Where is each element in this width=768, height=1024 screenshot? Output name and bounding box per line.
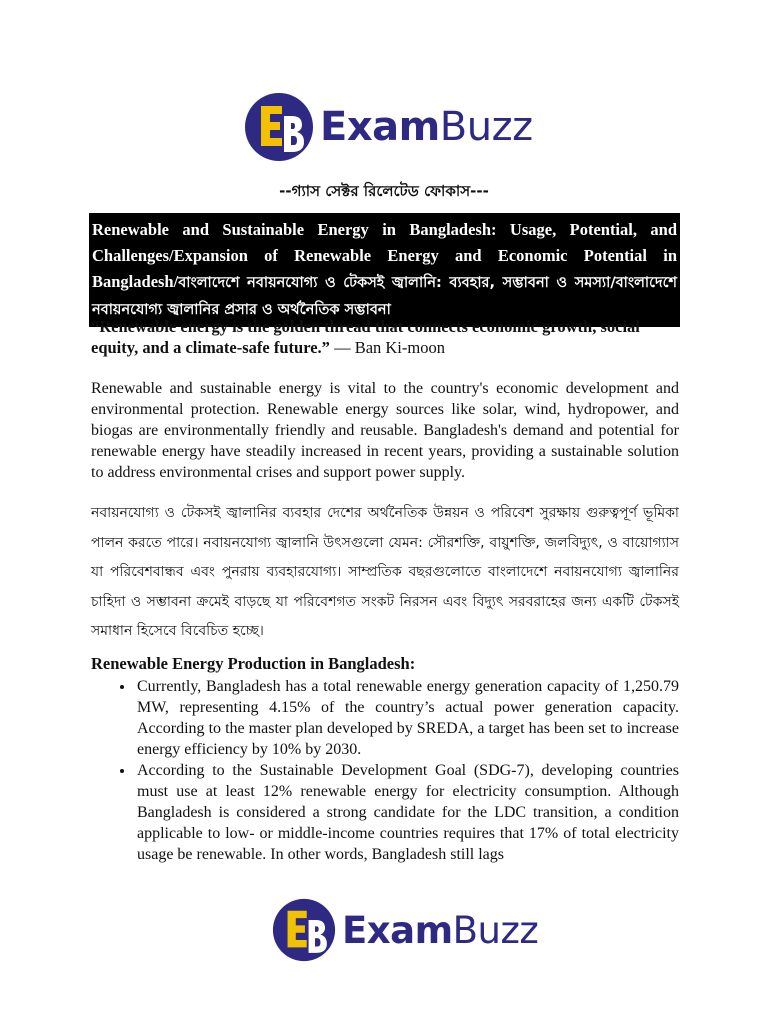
list-item: • According to the Sustainable Development Goal (SDG-7), developing countries must use at least 12% renewable energy for electricity consumption. Although Bangladesh is considered a strong candidate for the LDC transition, a condition applicable to low- or middle-income countries requires that 17% of total electricity usage be renewable. In other words, Bangladesh still lags xyxy=(135,760,679,865)
exambuzz-logo-icon xyxy=(272,898,336,962)
brand-wordmark xyxy=(342,908,539,952)
exambuzz-logo-icon xyxy=(244,92,314,162)
intro-paragraph-english: Renewable and sustainable energy is vital to the country's economic development and environmental protection. Renewable energy sources like solar, wind, hydropower, and biogas are environmentally friendly and reusable. Bangladesh's demand and potential for renewable energy have steadily increased in recent years, providing a sustainable solution to address environmental crises and support power supply. xyxy=(91,380,679,481)
title-text xyxy=(92,217,677,323)
brand-logo-bottom xyxy=(272,898,538,962)
quote-author: — Ban Ki-moon xyxy=(329,338,445,357)
article-body xyxy=(91,316,679,865)
title-box xyxy=(89,213,680,327)
list-item: • Currently, Bangladesh has a total renewable energy generation capacity of 1,250.79 MW, representing 4.15% of the country’s actual power generation capacity. According to the master plan developed by SREDA, a target has been set to increase energy efficiency by 10% by 2030. xyxy=(135,676,679,760)
intro-paragraph-bangla: নবায়নযোগ্য ও টেকসই জ্বালানির ব্যবহার দেশের অর্থনৈতিক উন্নয়ন ও পরিবেশ সুরক্ষায় গুরুত্বপূর্ণ ভূমিকা পালন করতে পারে। নবায়নযোগ্য জ্বালানি উৎসগুলো যেমন: সৌরশক্তি, বায়ুশক্তি, জলবিদ্যুৎ, ও বায়োগ্যাস যা পরিবেশবান্ধব এবং পুনরায় ব্যবহারযোগ্য। সাম্প্রতিক বছরগুলোতে বাংলাদেশে নবায়নযোগ্য জ্বালানির চাহিদা ও সম্ভাবনা ক্রমেই বাড়ছে যা পরিবেশগত সংকট নিরসন এবং বিদ্যুৎ সরবরাহের জন্য একটি টেকসই সমাধান হিসেবে বিবেচিত হচ্ছে। xyxy=(91,505,679,639)
brand-word-buzz: Buzz xyxy=(452,908,539,952)
brand-word-exam: Exam xyxy=(320,104,440,150)
brand-word-buzz: Buzz xyxy=(439,104,533,150)
quote-text: “Renewable energy is the golden thread that connects economic growth, social equity, and a climate-safe future.” xyxy=(91,317,640,357)
brand-wordmark xyxy=(320,104,533,150)
bullet-list xyxy=(91,676,679,865)
brand-word-exam: Exam xyxy=(342,908,453,952)
title-bangla: বাংলাদেশে নবায়নযোগ্য ও টেকসই জ্বালানি: ব্যবহার, সম্ভাবনা ও সমস্যা/বাংলাদেশে নবায়নযোগ্য জ্বালানির প্রসার ও অর্থনৈতিক সম্ভাবনা xyxy=(92,275,677,318)
quote xyxy=(91,316,679,358)
focus-line: --গ্যাস সেক্টর রিলেটেড ফোকাস--- xyxy=(279,182,489,200)
brand-logo-top xyxy=(244,92,533,162)
section-heading: Renewable Energy Production in Bangladesh: xyxy=(91,653,416,673)
title-english: Renewable and Sustainable Energy in Bangladesh: Usage, Potential, and Challenges/Expansion of Renewable Energy and Economic Potential in Bangladesh/ xyxy=(92,220,677,291)
